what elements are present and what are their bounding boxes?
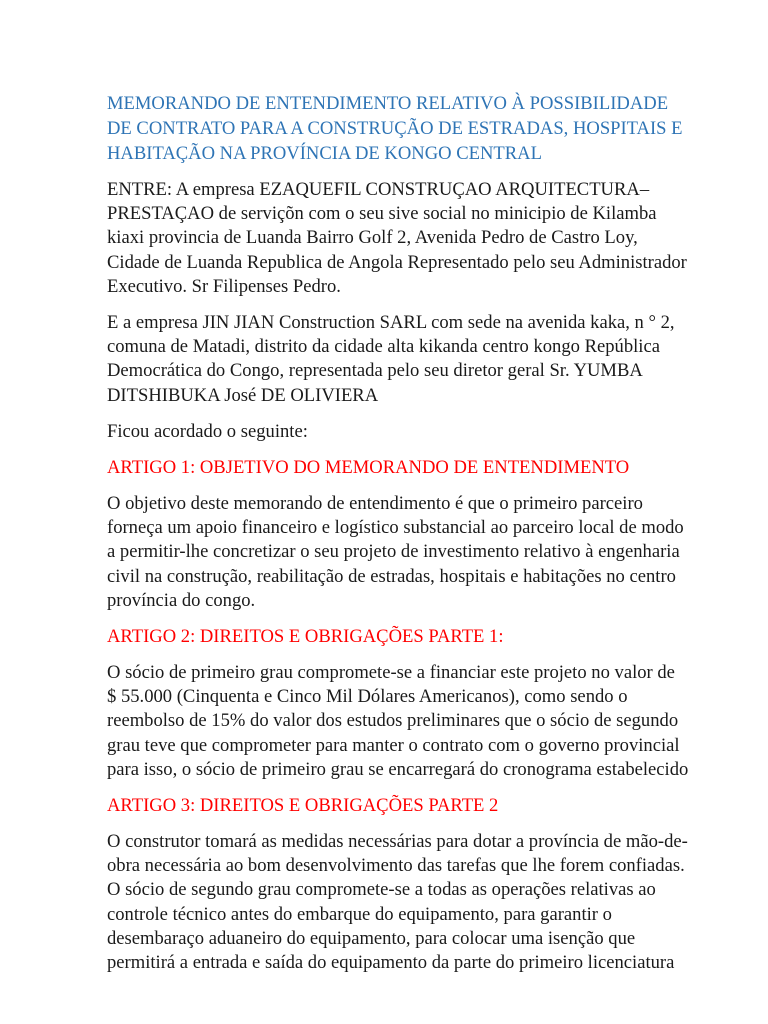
article-3-body: O construtor tomará as medidas necessárias para dotar a província de mão-de- obra necessária ao bom desenvolvimento das tarefas que lhe forem confiadas. O sócio de segundo grau compromete-se a todas as operações relativas ao controle técnico antes do embarque do equipamento, para garantir o desembaraço aduaneiro do equipamento, para colocar uma isenção que permitirá a entrada e saída do equipamento da parte do primeiro licenciatura bbox=[107, 831, 688, 974]
document-title: MEMORANDO DE ENTENDIMENTO RELATIVO À POSSIBILIDADE DE CONTRATO PARA A CONSTRUÇÃO DE ESTRADAS, HOSPITAIS E HABITAÇÃO NA PROVÍNCIA DE KONGO CENTRAL bbox=[107, 93, 683, 164]
party-2-paragraph: E a empresa JIN JIAN Construction SARL com sede na avenida kaka, n ° 2, comuna de Matadi, distrito da cidade alta kikanda centro kongo República Democrática do Congo, representada pelo seu diretor geral Sr. YUMBA DITSHIBUKA José DE OLIVIERA bbox=[107, 312, 675, 406]
article-2-body: O sócio de primeiro grau compromete-se a financiar este projeto no valor de $ 55.000 (Cinquenta e Cinco Mil Dólares Americanos), como sendo o reembolso de 15% do valor dos estudos preliminares que o sócio de segundo grau teve que comprometer para manter o contrato com o governo provincial para isso, o sócio de primeiro grau se encarregará do cronograma estabelecido bbox=[107, 662, 689, 780]
article-1-heading: ARTIGO 1: OBJETIVO DO MEMORANDO DE ENTENDIMENTO bbox=[107, 457, 630, 479]
article-3-heading: ARTIGO 3: DIREITOS E OBRIGAÇÕES PARTE 2 bbox=[107, 795, 499, 817]
article-1-body: O objetivo deste memorando de entendimento é que o primeiro parceiro forneça um apoio financeiro e logístico substancial ao parceiro local de modo a permitir-lhe concretizar o seu projeto de investimento relativo à engenharia civil na construção, reabilitação de estradas, hospitais e habitações no centro província do congo. bbox=[107, 493, 684, 611]
document-page bbox=[107, 91, 722, 987]
agreed-paragraph: Ficou acordado o seguinte: bbox=[107, 420, 308, 442]
article-2-heading: ARTIGO 2: DIREITOS E OBRIGAÇÕES PARTE 1: bbox=[107, 626, 504, 648]
party-1-paragraph: ENTRE: A empresa EZAQUEFIL CONSTRUÇAO ARQUITECTURA– PRESTAÇAO de serviçõn com o seu sive social no minicipio de Kilamba kiaxi provincia de Luanda Bairro Golf 2, Avenida Pedro de Castro Loy, Cidade de Luanda Republica de Angola Representado pelo seu Administrador Executivo. Sr Filipenses Pedro. bbox=[107, 179, 687, 297]
